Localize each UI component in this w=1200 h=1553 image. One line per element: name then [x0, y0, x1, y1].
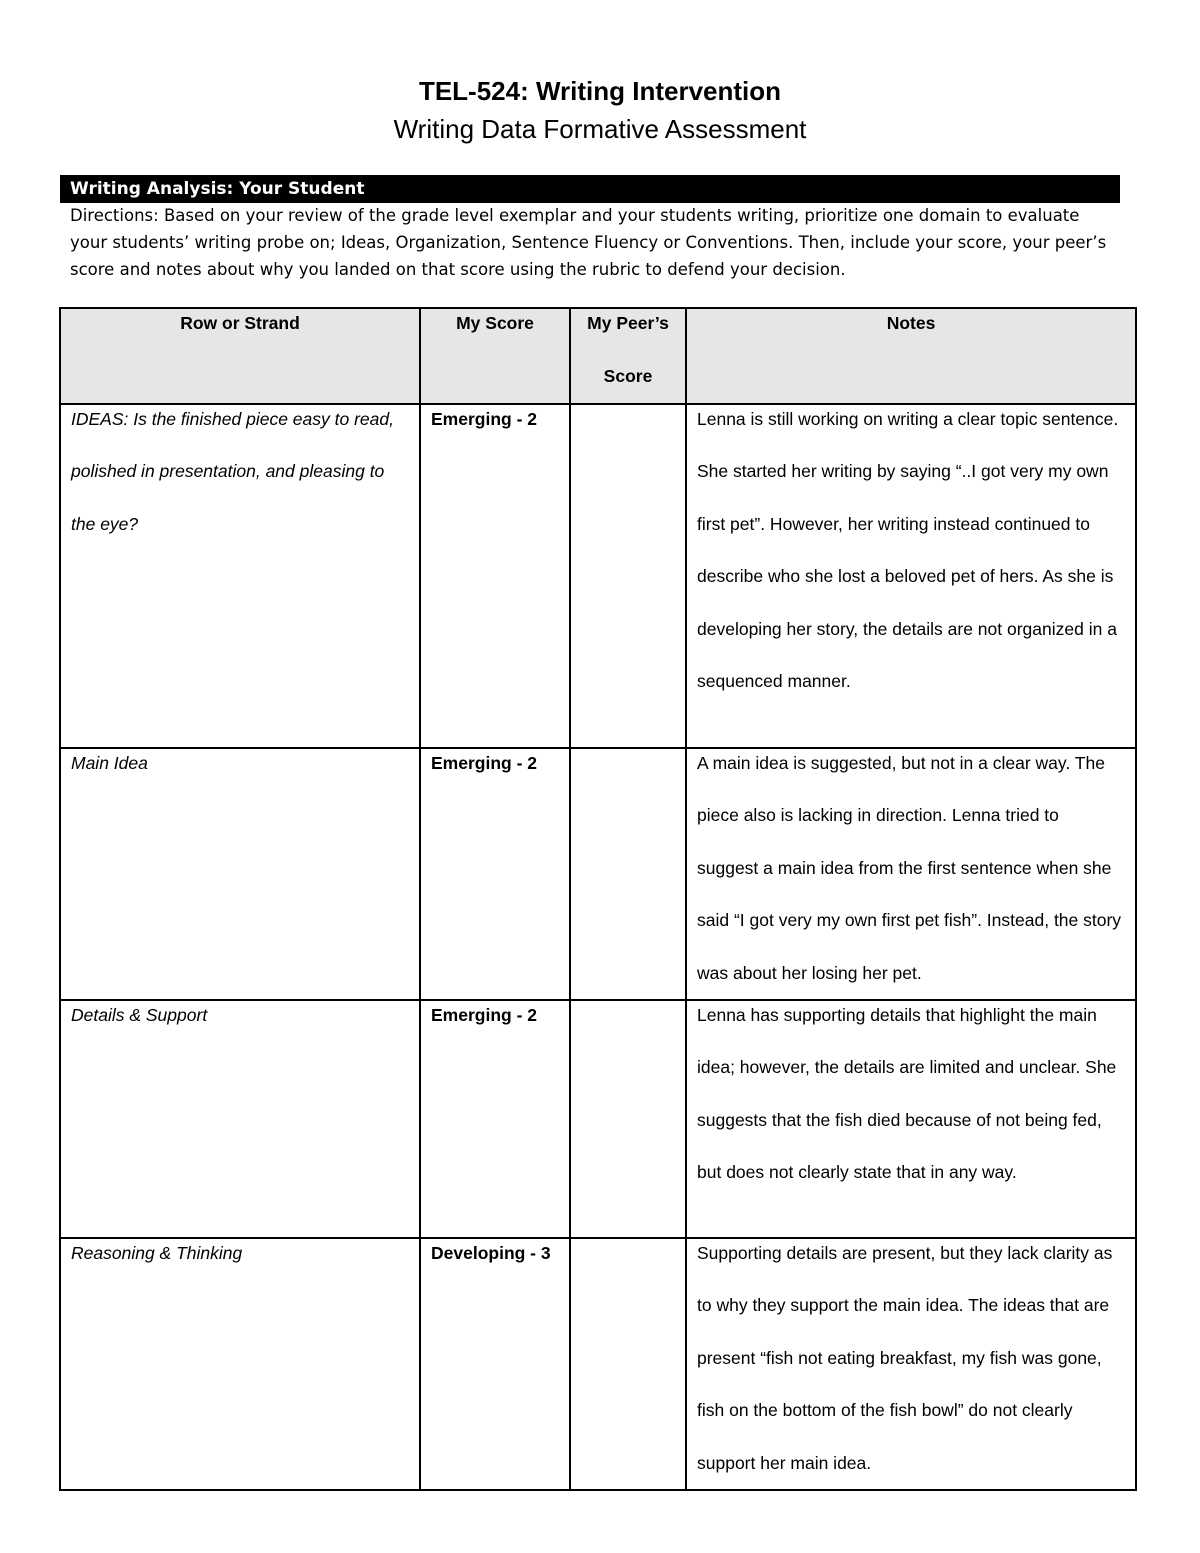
rubric-table [59, 307, 1137, 1491]
strand-cell: Details & Support [60, 1000, 420, 1238]
notes-cell: Supporting details are present, but they lack clarity as to why they support the main idea. The ideas that are present “fish not eating breakfast, my fish was gone, fish on the bottom of the fish bowl” do not clearly support her main idea. [686, 1238, 1136, 1490]
peer-score-cell [570, 1000, 686, 1238]
my-score-cell: Developing - 3 [420, 1238, 570, 1490]
my-score-cell: Emerging - 2 [420, 1000, 570, 1238]
my-score-cell: Emerging - 2 [420, 404, 570, 748]
notes-cell: Lenna is still working on writing a clear topic sentence. She started her writing by saying “..I got very my own first pet”. However, her writing instead continued to describe who she lost a beloved pet of hers. As she is developing her story, the details are not organized in a sequenced manner. [686, 404, 1136, 748]
peer-score-cell [570, 404, 686, 748]
table-row [60, 1000, 1136, 1238]
header-notes: Notes [686, 308, 1136, 404]
notes-cell: Lenna has supporting details that highlight the main idea; however, the details are limited and unclear. She suggests that the fish died because of not being fed, but does not clearly state that in any way. [686, 1000, 1136, 1238]
table-header-row [60, 308, 1136, 404]
strand-cell: Main Idea [60, 748, 420, 1000]
peer-score-cell [570, 748, 686, 1000]
table-row [60, 404, 1136, 748]
document-subtitle: Writing Data Formative Assessment [393, 114, 807, 144]
directions-text: Directions: Based on your review of the grade level exemplar and your students writing, prioritize one domain to evaluate your students’ writing probe on; Ideas, Organization, Sentence Fluency or Conventions. Then, include your score, your peer’s score and notes about why you landed on that score using the rubric to defend your decision. [70, 206, 1107, 279]
table-row [60, 748, 1136, 1000]
strand-cell: IDEAS: Is the finished piece easy to read, polished in presentation, and pleasing to the eye? [60, 404, 420, 748]
header-peer-score: My Peer’s Score [570, 308, 686, 404]
table-row [60, 1238, 1136, 1490]
header-row-or-strand: Row or Strand [60, 308, 420, 404]
strand-cell: Reasoning & Thinking [60, 1238, 420, 1490]
section-heading: Writing Analysis: Your Student [60, 175, 1120, 203]
document-title: TEL-524: Writing Intervention [418, 76, 782, 106]
peer-score-cell [570, 1238, 686, 1490]
notes-cell: A main idea is suggested, but not in a clear way. The piece also is lacking in direction. Lenna tried to suggest a main idea from the first sentence when she said “I got very my own first pet fish”. Instead, the story was about her losing her pet. [686, 748, 1136, 1000]
my-score-cell: Emerging - 2 [420, 748, 570, 1000]
header-my-score: My Score [420, 308, 570, 404]
